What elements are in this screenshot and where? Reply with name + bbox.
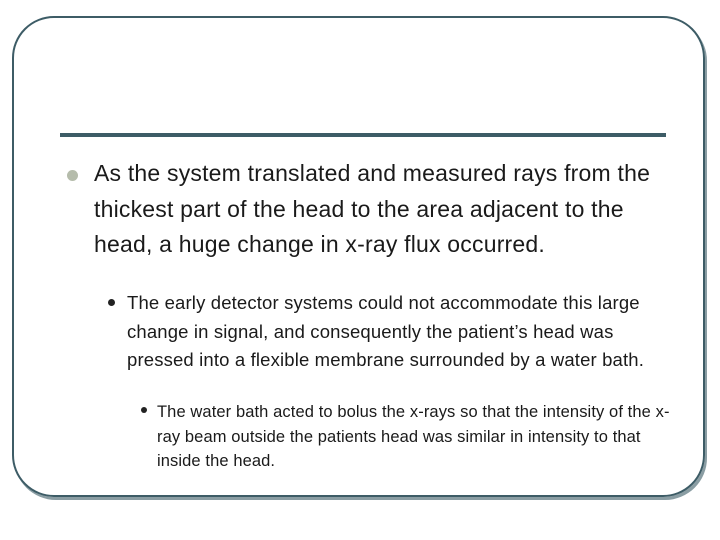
level1-bullet-text: As the system translated and measured rays from the thickest part of the head to the area adjacent to the head, a huge change in x-ray flux occurred. [94,160,651,257]
level3-bullet-icon [141,407,147,413]
level1-bullet-icon [67,170,78,181]
level2-bullet-text: The early detector systems could not accommodate this large change in signal, and consequently the patient’s head was pressed into a flexible membrane surrounded by a water bath. [127,292,645,370]
level3-bullet-text: The water bath acted to bolus the x-rays so that the intensity of the x-ray beam outside the patients head was similar in intensity to that inside the head. [157,403,670,470]
level2-bullet-icon [108,299,115,306]
title-divider [60,133,666,137]
